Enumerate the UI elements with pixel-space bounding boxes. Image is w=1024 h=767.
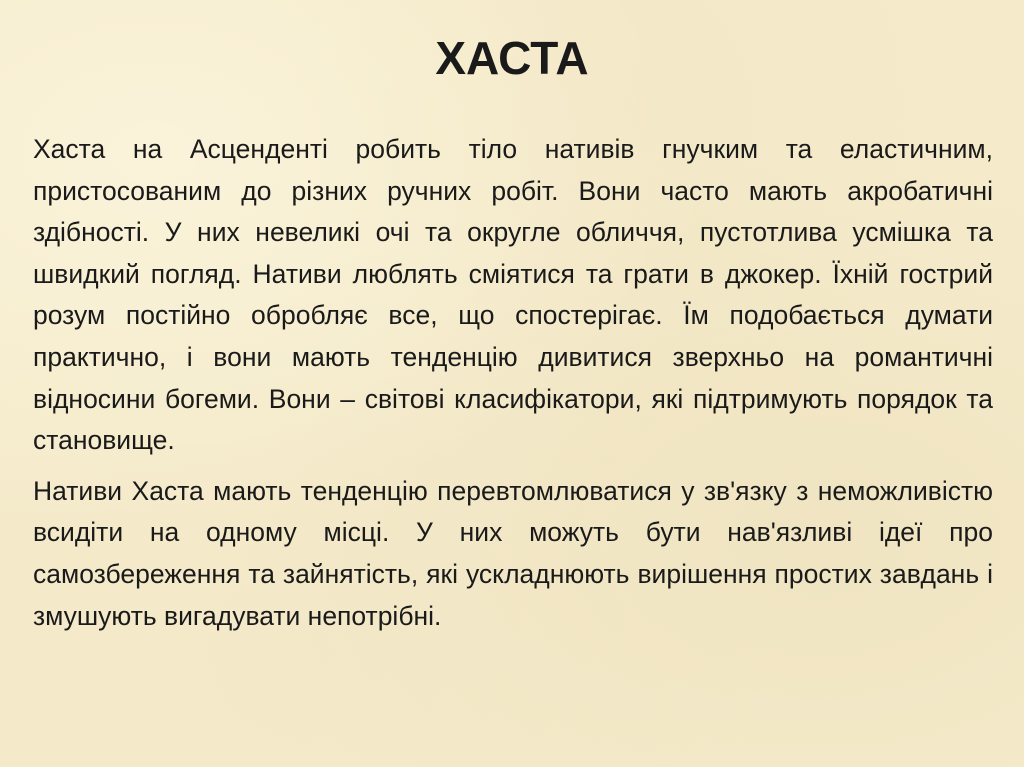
- paragraph-1: Хаста на Асцендентi робить тiло нативiв гнучким та еластичним, пристосованим до рiзних ручних робiт. Вони часто мають акробатичнi здiбностi. У них невеликi очi та округле обличчя, пустотлива усмiшка та швидкий погляд. Нативи люблять смiятися та грати в джокер. Їхнiй гострий розум постiйно обробляє все, що спостерiгає. Їм подобається думати практично, i вони мають тенденцiю дивитися зверхньо на романтичнi вiдносини богеми. Вони – свiтовi класифiкатори, якi пiдтримують порядок та становище.: [33, 134, 993, 456]
- slide-title: ХАСТА: [435, 32, 589, 84]
- slide-body: [33, 129, 993, 637]
- paragraph-2: Нативи Хаста мають тенденцiю перевтомлюватися у зв'язку з неможливiстю всидiти на одному мiсцi. У них можуть бути нав'язливi iдеї про самозбереження та зайнятiсть, якi ускладнюють вирiшення простих завдань i змушують вигадувати непотрiбнi.: [33, 475, 993, 631]
